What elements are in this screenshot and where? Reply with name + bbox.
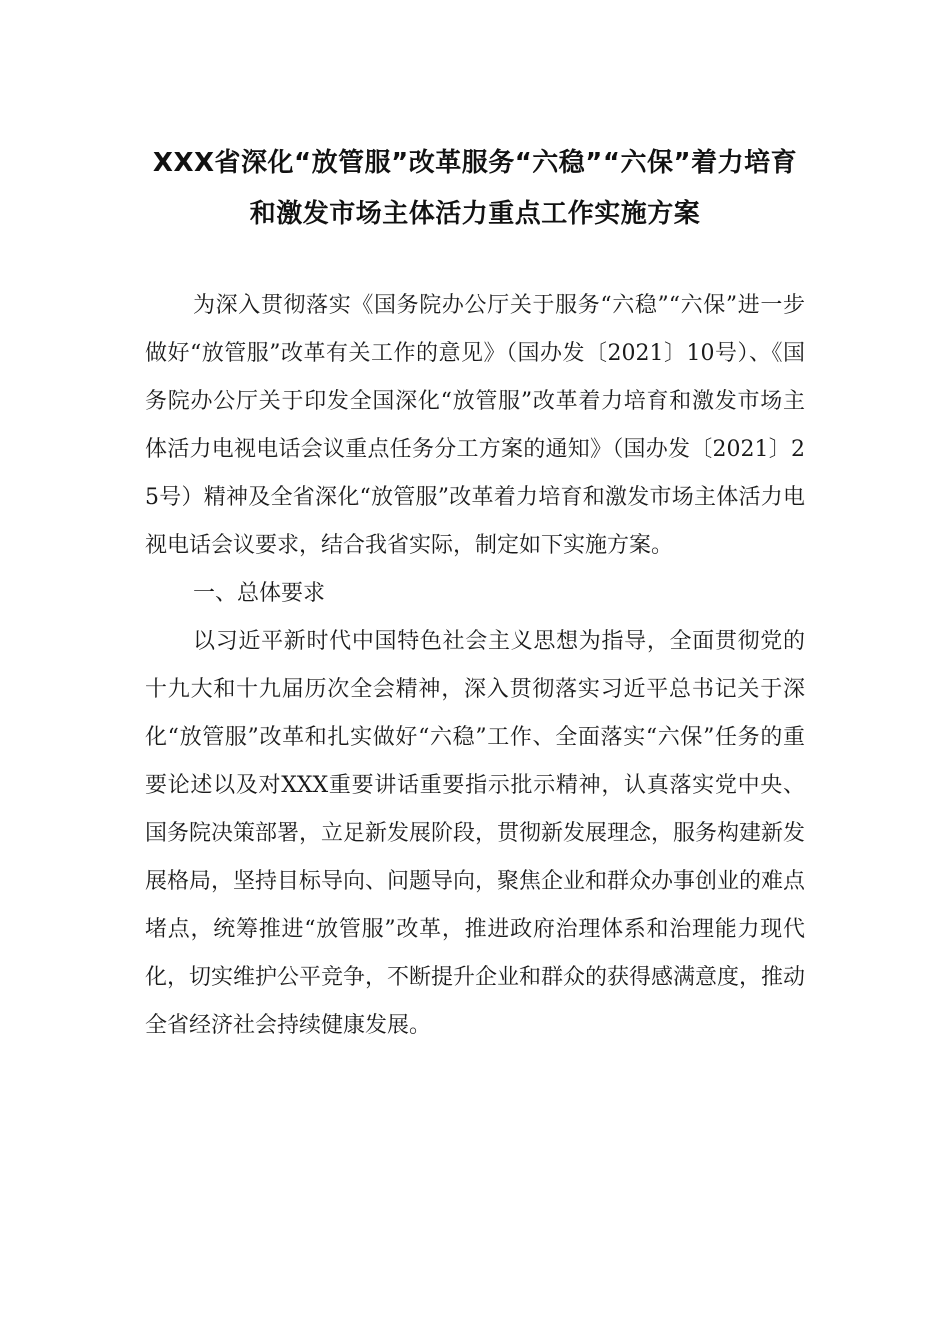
document-title	[100, 150, 850, 227]
title-line-2: 和激发市场主体活力重点工作实施方案	[249, 199, 701, 229]
requirements-paragraph: 以习近平新时代中国特色社会主义思想为指导，全面贯彻党的十九大和十九届历次全会精神，深入贯彻落实习近平总书记关于深化“放管服”改革和扎实做好“六稳”工作、全面落实“六保”任务的重要论述以及对XXX重要讲话重要指示批示精神，认真落实党中央、国务院决策部署，立足新发展阶段，贯彻新发展理念，服务构建新发展格局，坚持目标导向、问题导向，聚焦企业和群众办事创业的难点堵点，统筹推进“放管服”改革，推进政府治理体系和治理能力现代化，切实维护公平竞争，不断提升企业和群众的获得感满意度，推动全省经济社会持续健康发展。	[145, 629, 806, 1038]
title-line-1: XXX省深化“放管服”改革服务“六稳”“六保”着力培育	[152, 148, 798, 178]
document-body	[145, 282, 805, 1050]
section-heading: 一、总体要求	[193, 581, 326, 606]
intro-paragraph: 为深入贯彻落实《国务院办公厅关于服务“六稳”“六保”进一步做好“放管服”改革有关工作的意见》（国办发〔2021〕10号）、《国务院办公厅关于印发全国深化“放管服”改革着力培育和激发市场主体活力电视电话会议重点任务分工方案的通知》（国办发〔2021〕25号）精神及全省深化“放管服”改革着力培育和激发市场主体活力电视电话会议要求，结合我省实际，制定如下实施方案。	[145, 293, 805, 558]
